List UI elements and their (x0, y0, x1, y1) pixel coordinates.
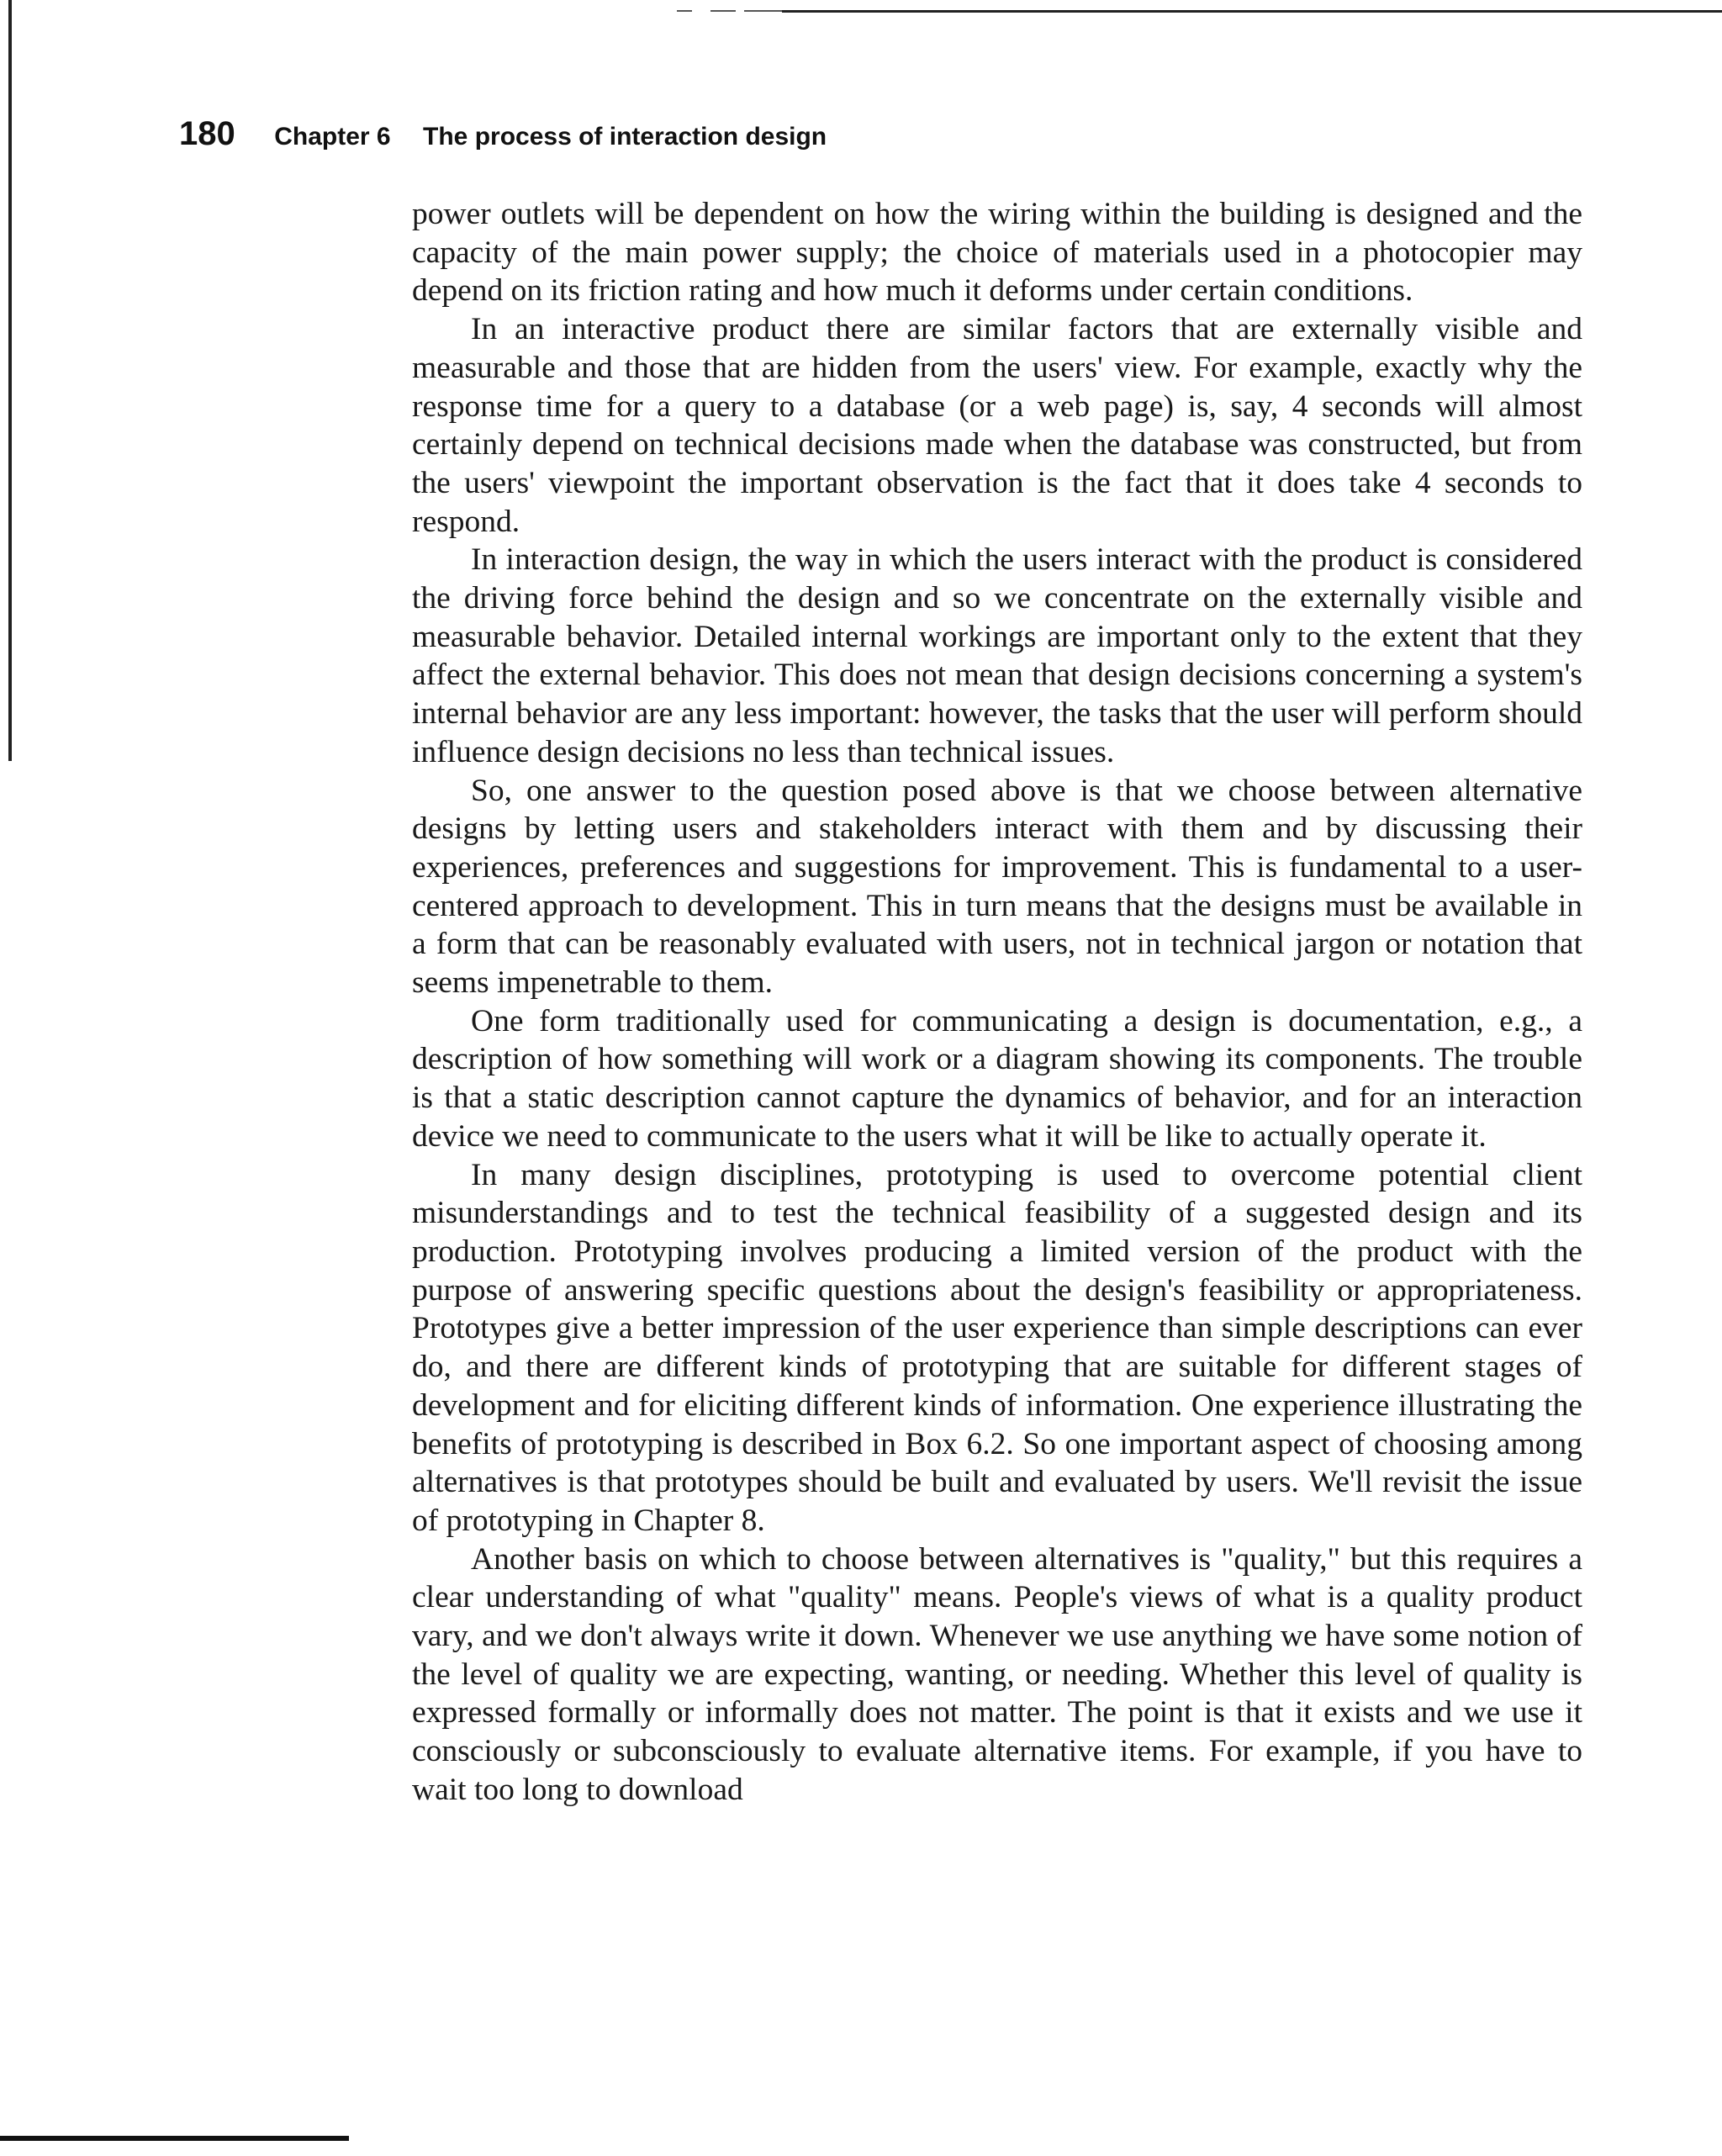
scan-edge-left-line (8, 0, 12, 761)
paragraph: In many design disciplines, prototyping is used to overcome potential client misunderstandings and to test the technical feasibility of a suggested design and its production. Prototyping involves producing a limited version of the product with the purpose of answering specific questions about the design's feasibility or appropriateness. Prototypes give a better impression of the user experience than simple descriptions can ever do, and there are different kinds of prototyping that are suitable for different stages of development and for eliciting different kinds of information. One experience illustrating the benefits of prototyping is described in Box 6.2. So one important aspect of choosing among alternatives is that prototypes should be built and evaluated by users. We'll revisit the issue of prototyping in Chapter 8. (412, 1157, 1582, 1538)
scan-edge-dash (677, 10, 692, 12)
paragraph: Another basis on which to choose between alternatives is "quality," but this requires a clear understanding of what "quality" means. People's views of what is a quality product vary, and we don't always write it down. Whenever we use anything we have some notion of the level of quality we are expecting, wanting, or needing. Whether this level of quality is expressed formally or informally does not matter. The point is that it exists and we use it consciously or subconsciously to evaluate alternative items. For example, if you have to wait too long to download (412, 1541, 1582, 1807)
scan-edge-top-line (782, 10, 1722, 13)
paragraph: So, one answer to the question posed above is that we choose between alternative designs by letting users and stakeholders interact with them and by discussing their experiences, preferences and suggestions for improvement. This is fundamental to a user-centered approach to development. This in turn means that the designs must be available in a form that can be reasonably evaluated with users, not in technical jargon or notation that seems impenetrable to them. (412, 773, 1582, 1001)
running-header (179, 115, 827, 153)
chapter-title: The process of interaction design (423, 123, 827, 151)
scan-edge-dash (744, 10, 782, 12)
paragraph: In an interactive product there are similar factors that are externally visible and measurable and those that are hidden from the users' view. For example, exactly why the response time for a query to a database (or a web page) is, say, 4 seconds will almost certainly depend on technical decisions made when the database was constructed, but from the users' viewpoint the important observation is the fact that it does take 4 seconds to respond. (412, 312, 1582, 539)
paragraph: In interaction design, the way in which the users interact with the product is considered the driving force behind the design and so we concentrate on the externally visible and measurable behavior. Detailed internal workings are important only to the extent that they affect the external behavior. This does not mean that design decisions concerning a system's internal behavior are any less important: however, the tasks that the user will perform should influence design decisions no less than technical issues. (412, 542, 1582, 769)
body-text (412, 195, 1582, 1810)
chapter-label: Chapter 6 (274, 123, 391, 151)
scan-edge-bottom-line (0, 2136, 349, 2141)
page-number: 180 (179, 115, 235, 152)
scan-edge-dash (710, 10, 736, 12)
paragraph: One form traditionally used for communicating a design is documentation, e.g., a description of how something will work or a diagram showing its components. The trouble is that a static description cannot capture the dynamics of behavior, and for an interaction device we need to communicate to the users what it will be like to actually operate it. (412, 1003, 1582, 1154)
paragraph: power outlets will be dependent on how the wiring within the building is designed and the capacity of the main power supply; the choice of materials used in a photocopier may depend on its friction rating and how much it deforms under certain conditions. (412, 197, 1582, 309)
